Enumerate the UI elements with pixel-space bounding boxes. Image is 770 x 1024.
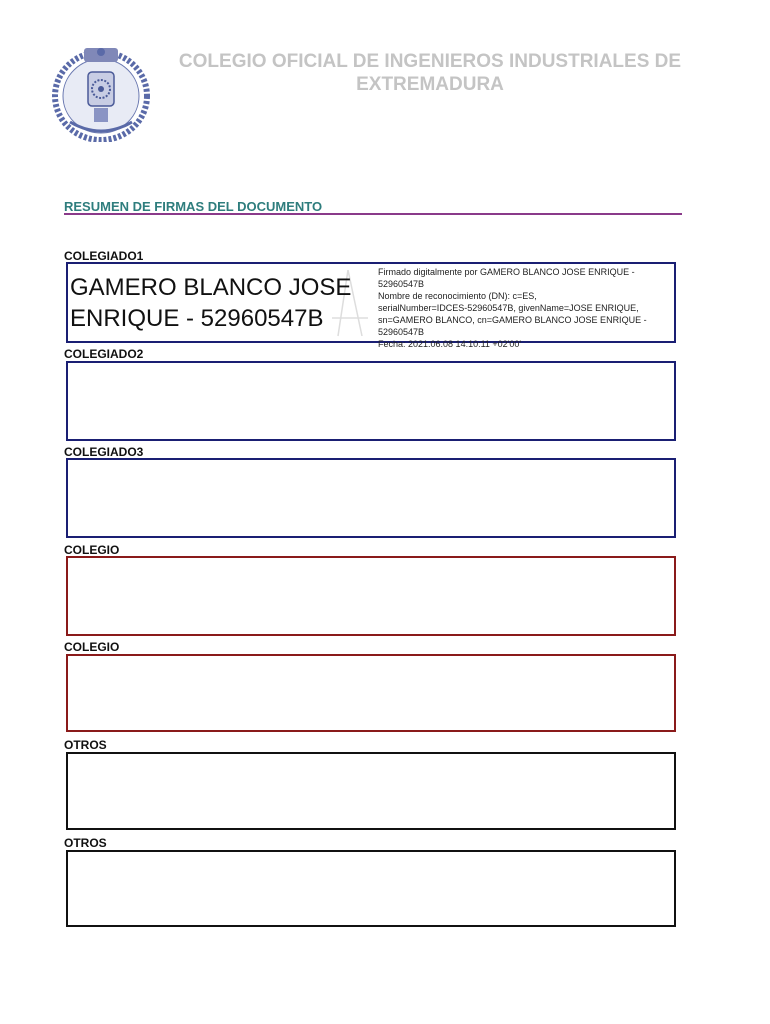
college-crest-logo bbox=[50, 42, 152, 142]
signature-box-colegio[interactable] bbox=[66, 556, 676, 636]
organization-title bbox=[150, 50, 710, 96]
signer-name-line2: ENRIQUE - 52960547B bbox=[70, 305, 324, 332]
signature-box-otros[interactable] bbox=[66, 850, 676, 927]
signature-detail-line: 52960547B bbox=[378, 327, 425, 337]
signature-detail-line: sn=GAMERO BLANCO, cn=GAMERO BLANCO JOSE ENRIQUE - bbox=[378, 315, 647, 325]
signature-detail-line: 52960547B bbox=[378, 279, 425, 289]
signature-details bbox=[378, 266, 668, 350]
slot-label-colegiado1: COLEGIADO1 bbox=[64, 249, 144, 263]
slot-label-colegio: COLEGIO bbox=[64, 543, 120, 557]
slot-label-otros: OTROS bbox=[64, 738, 107, 752]
signature-box-otros[interactable] bbox=[66, 752, 676, 830]
slot-label-colegiado2: COLEGIADO2 bbox=[64, 347, 144, 361]
slot-label-colegio: COLEGIO bbox=[64, 640, 120, 654]
signature-detail-line: Fecha: 2021.06.08 14:10:11 +02'00' bbox=[378, 339, 522, 349]
signer-name-line1: GAMERO BLANCO JOSE bbox=[70, 274, 352, 301]
organization-title-line1: COLEGIO OFICIAL DE INGENIEROS INDUSTRIALES DE bbox=[178, 51, 682, 72]
signature-box-colegiado3[interactable] bbox=[66, 458, 676, 538]
section-title: RESUMEN DE FIRMAS DEL DOCUMENTO bbox=[64, 199, 323, 214]
signature-box-colegiado2[interactable] bbox=[66, 361, 676, 441]
slot-label-otros: OTROS bbox=[64, 836, 107, 850]
section-divider bbox=[64, 213, 682, 215]
slot-label-colegiado3: COLEGIADO3 bbox=[64, 445, 144, 459]
organization-title-line2: EXTREMADURA bbox=[356, 74, 504, 95]
signature-detail-line: serialNumber=IDCES-52960547B, givenName=JOSE ENRIQUE, bbox=[378, 303, 639, 313]
signature-box-colegio[interactable] bbox=[66, 654, 676, 732]
signature-box-colegiado1[interactable] bbox=[66, 262, 676, 349]
signature-detail-line: Firmado digitalmente por GAMERO BLANCO JOSE ENRIQUE - bbox=[378, 267, 635, 277]
signer-name bbox=[70, 272, 380, 334]
signature-detail-line: Nombre de reconocimiento (DN): c=ES, bbox=[378, 291, 537, 301]
